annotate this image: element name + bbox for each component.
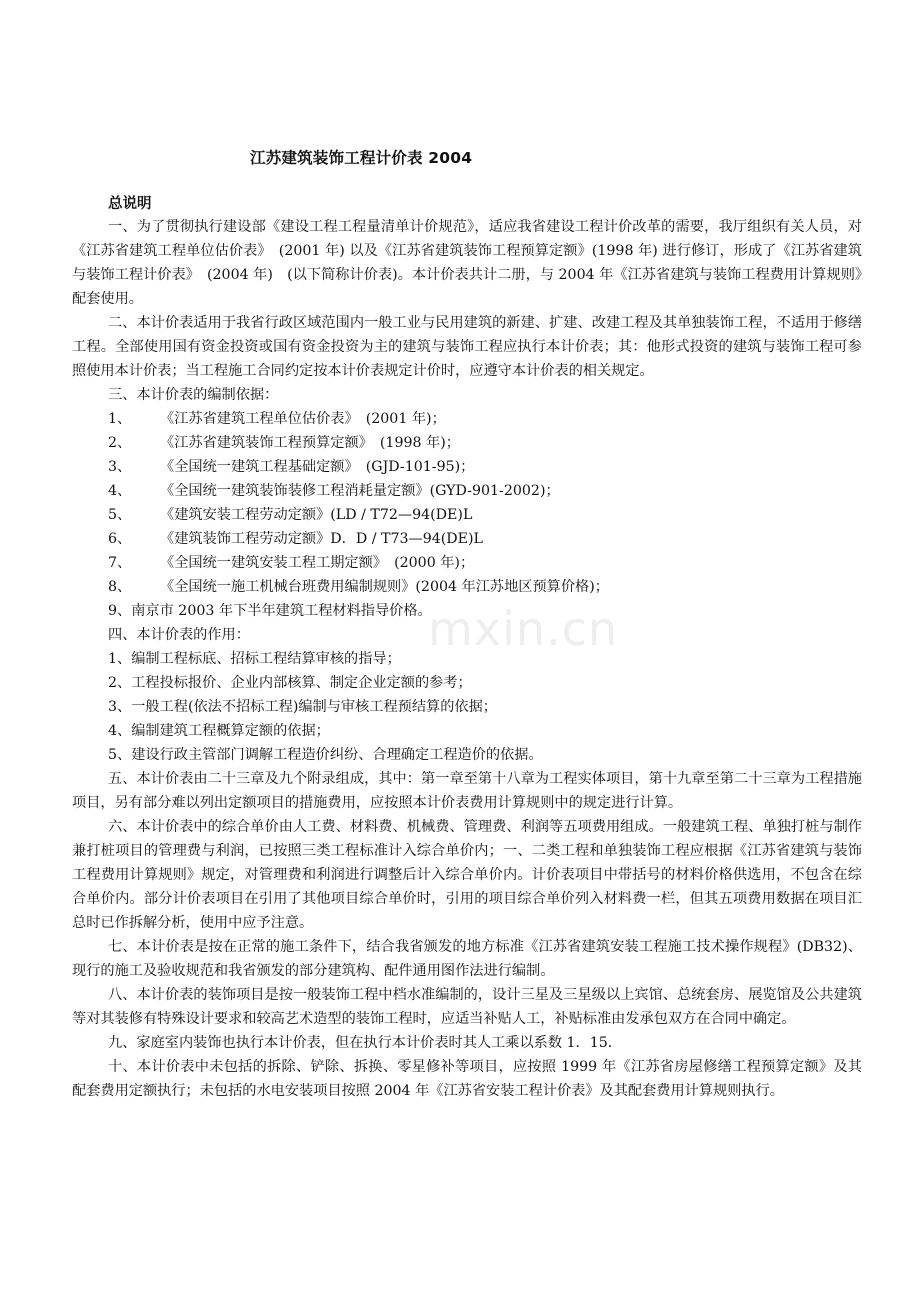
paragraph-8: 八、本计价表的装饰项目是按一般装饰工程中档水准编制的，设计三星及三星级以上宾馆、总统套房、展览馆及公共建筑等对其装修有特殊设计要求和较高艺术造型的装饰工程时，应适当补贴人工，补贴标准由发承包双方在合同中确定。 [72, 987, 862, 1027]
paragraph-6: 六、本计价表中的综合单价由人工费、材料费、机械费、管理费、利润等五项费用组成。一般建筑工程、单独打桩与制作兼打桩项目的管理费与利润，已按照三类工程标准计入综合单价内；一、二类工程和单独装饰工程应根据《江苏省建筑与装饰工程费用计算规则》规定，对管理费和利润进行调整后计入综合单价内。计价表项目中带括号的材料价格供选用，不包含在综合单价内。部分计价表项目在引用了其他项目综合单价时，引用的项目综合单价列入材料费一栏，但其五项费用数据在项目汇总时已作拆解分析，使用中应予注意。 [72, 819, 862, 931]
basis-item-number: 7、 [108, 555, 132, 571]
use-item: 5、建设行政主管部门调解工程造价纠纷、合理确定工程造价的依据。 [108, 747, 543, 763]
section-heading: 总说明 [108, 196, 152, 212]
basis-item-number: 8、 [108, 579, 132, 595]
document-body [72, 215, 862, 1103]
paragraph-2: 二、本计价表适用于我省行政区域范围内一般工业与民用建筑的新建、扩建、改建工程及其单独装饰工程，不适用于修缮工程。全部使用国有资金投资或国有资金投资为主的建筑与装饰工程应执行本计价表；其：他形式投资的建筑与装饰工程可参照使用本计价表；当工程施工合同约定按本计价表规定计价时，应遵守本计价表的相关规定。 [72, 315, 862, 379]
basis-item-text: 《全国统一建筑安装工程工期定额》 (2000 年)； [160, 555, 475, 571]
basis-item [72, 455, 862, 479]
document-title: 江苏建筑装饰工程计价表 2004 [250, 149, 473, 167]
basis-item-text: 《江苏省建筑工程单位估价表》 (2001 年)； [160, 411, 446, 427]
basis-item [72, 503, 862, 527]
use-item: 4、编制建筑工程概算定额的依据； [108, 723, 330, 739]
paragraph-9: 九、家庭室内装饰也执行本计价表，但在执行本计价表时其人工乘以系数 1．15． [108, 1035, 622, 1051]
basis-item-text: 《全国统一建筑装饰装修工程消耗量定额》(GYD-901-2002)； [160, 483, 560, 499]
use-item: 1、编制工程标底、招标工程结算审核的指导； [108, 651, 401, 667]
basis-item [72, 551, 862, 575]
basis-item-text: 《全国统一施工机械台班费用编制规则》(2004 年江苏地区预算价格)； [160, 579, 609, 595]
basis-item-number: 3、 [108, 459, 132, 475]
use-item: 2、工程投标报价、企业内部核算、制定企业定额的参考； [108, 675, 472, 691]
basis-item-number: 2、 [108, 435, 132, 451]
basis-item [72, 479, 862, 503]
basis-item-number: 1、 [108, 411, 132, 427]
basis-item-text: 《建筑安装工程劳动定额》(LD / T72—94(DE)L [160, 507, 473, 523]
paragraph-5: 五、本计价表由二十三章及九个附录组成，其中：第一章至第十八章为工程实体项目，第十九章至第二十三章为工程措施项目，另有部分难以列出定额项目的措施费用，应按照本计价表费用计算规则中的规定进行计算。 [72, 771, 862, 811]
basis-item-text: 《全国统一建筑工程基础定额》 (GJD-101-95)； [160, 459, 475, 475]
basis-item [72, 575, 862, 599]
basis-item [72, 431, 862, 455]
basis-item [72, 527, 862, 551]
paragraph-3: 三、本计价表的编制依据： [108, 387, 279, 403]
basis-item-number: 4、 [108, 483, 132, 499]
basis-item-number: 5、 [108, 507, 132, 523]
basis-item [72, 407, 862, 431]
basis-item-9: 9、南京市 2003 年下半年建筑工程材料指导价格。 [108, 603, 432, 619]
basis-item-text: 《建筑装饰工程劳动定额》D．D / T73—94(DE)L [160, 531, 483, 547]
paragraph-1: 一、为了贯彻执行建设部《建设工程工程量清单计价规范》，适应我省建设工程计价改革的需要，我厅组织有关人员，对《江苏省建筑工程单位估价表》 (2001 年) 以及《江苏省建筑装饰工程预算定额》(1998 年) 进行修订，形成了《江苏省建筑与装饰工程计价表》 (2004 年) (以下简称计价表)。本计价表共计二册，与 2004 年《江苏省建筑与装饰工程费用计算规则》配套使用。 [72, 219, 862, 307]
basis-item-text: 《江苏省建筑装饰工程预算定额》 (1998 年)； [160, 435, 460, 451]
basis-item-number: 6、 [108, 531, 132, 547]
paragraph-4: 四、本计价表的作用： [108, 627, 250, 643]
paragraph-10: 十、本计价表中未包括的拆除、铲除、拆换、零星修补等项目，应按照 1999 年《江苏省房屋修缮工程预算定额》及其配套费用定额执行；未包括的水电安装项目按照 2004 年《江苏省安装工程计价表》及其配套费用计算规则执行。 [72, 1059, 862, 1099]
use-item: 3、一般工程(依法不招标工程)编制与审核工程预结算的依据； [108, 699, 497, 715]
watermark-text: mxin.cn [428, 602, 619, 656]
paragraph-7: 七、本计价表是按在正常的施工条件下，结合我省颁发的地方标准《江苏省建筑安装工程施工技术操作规程》(DB32)、现行的施工及验收规范和我省颁发的部分建筑构、配件通用图作法进行编制。 [72, 939, 862, 979]
